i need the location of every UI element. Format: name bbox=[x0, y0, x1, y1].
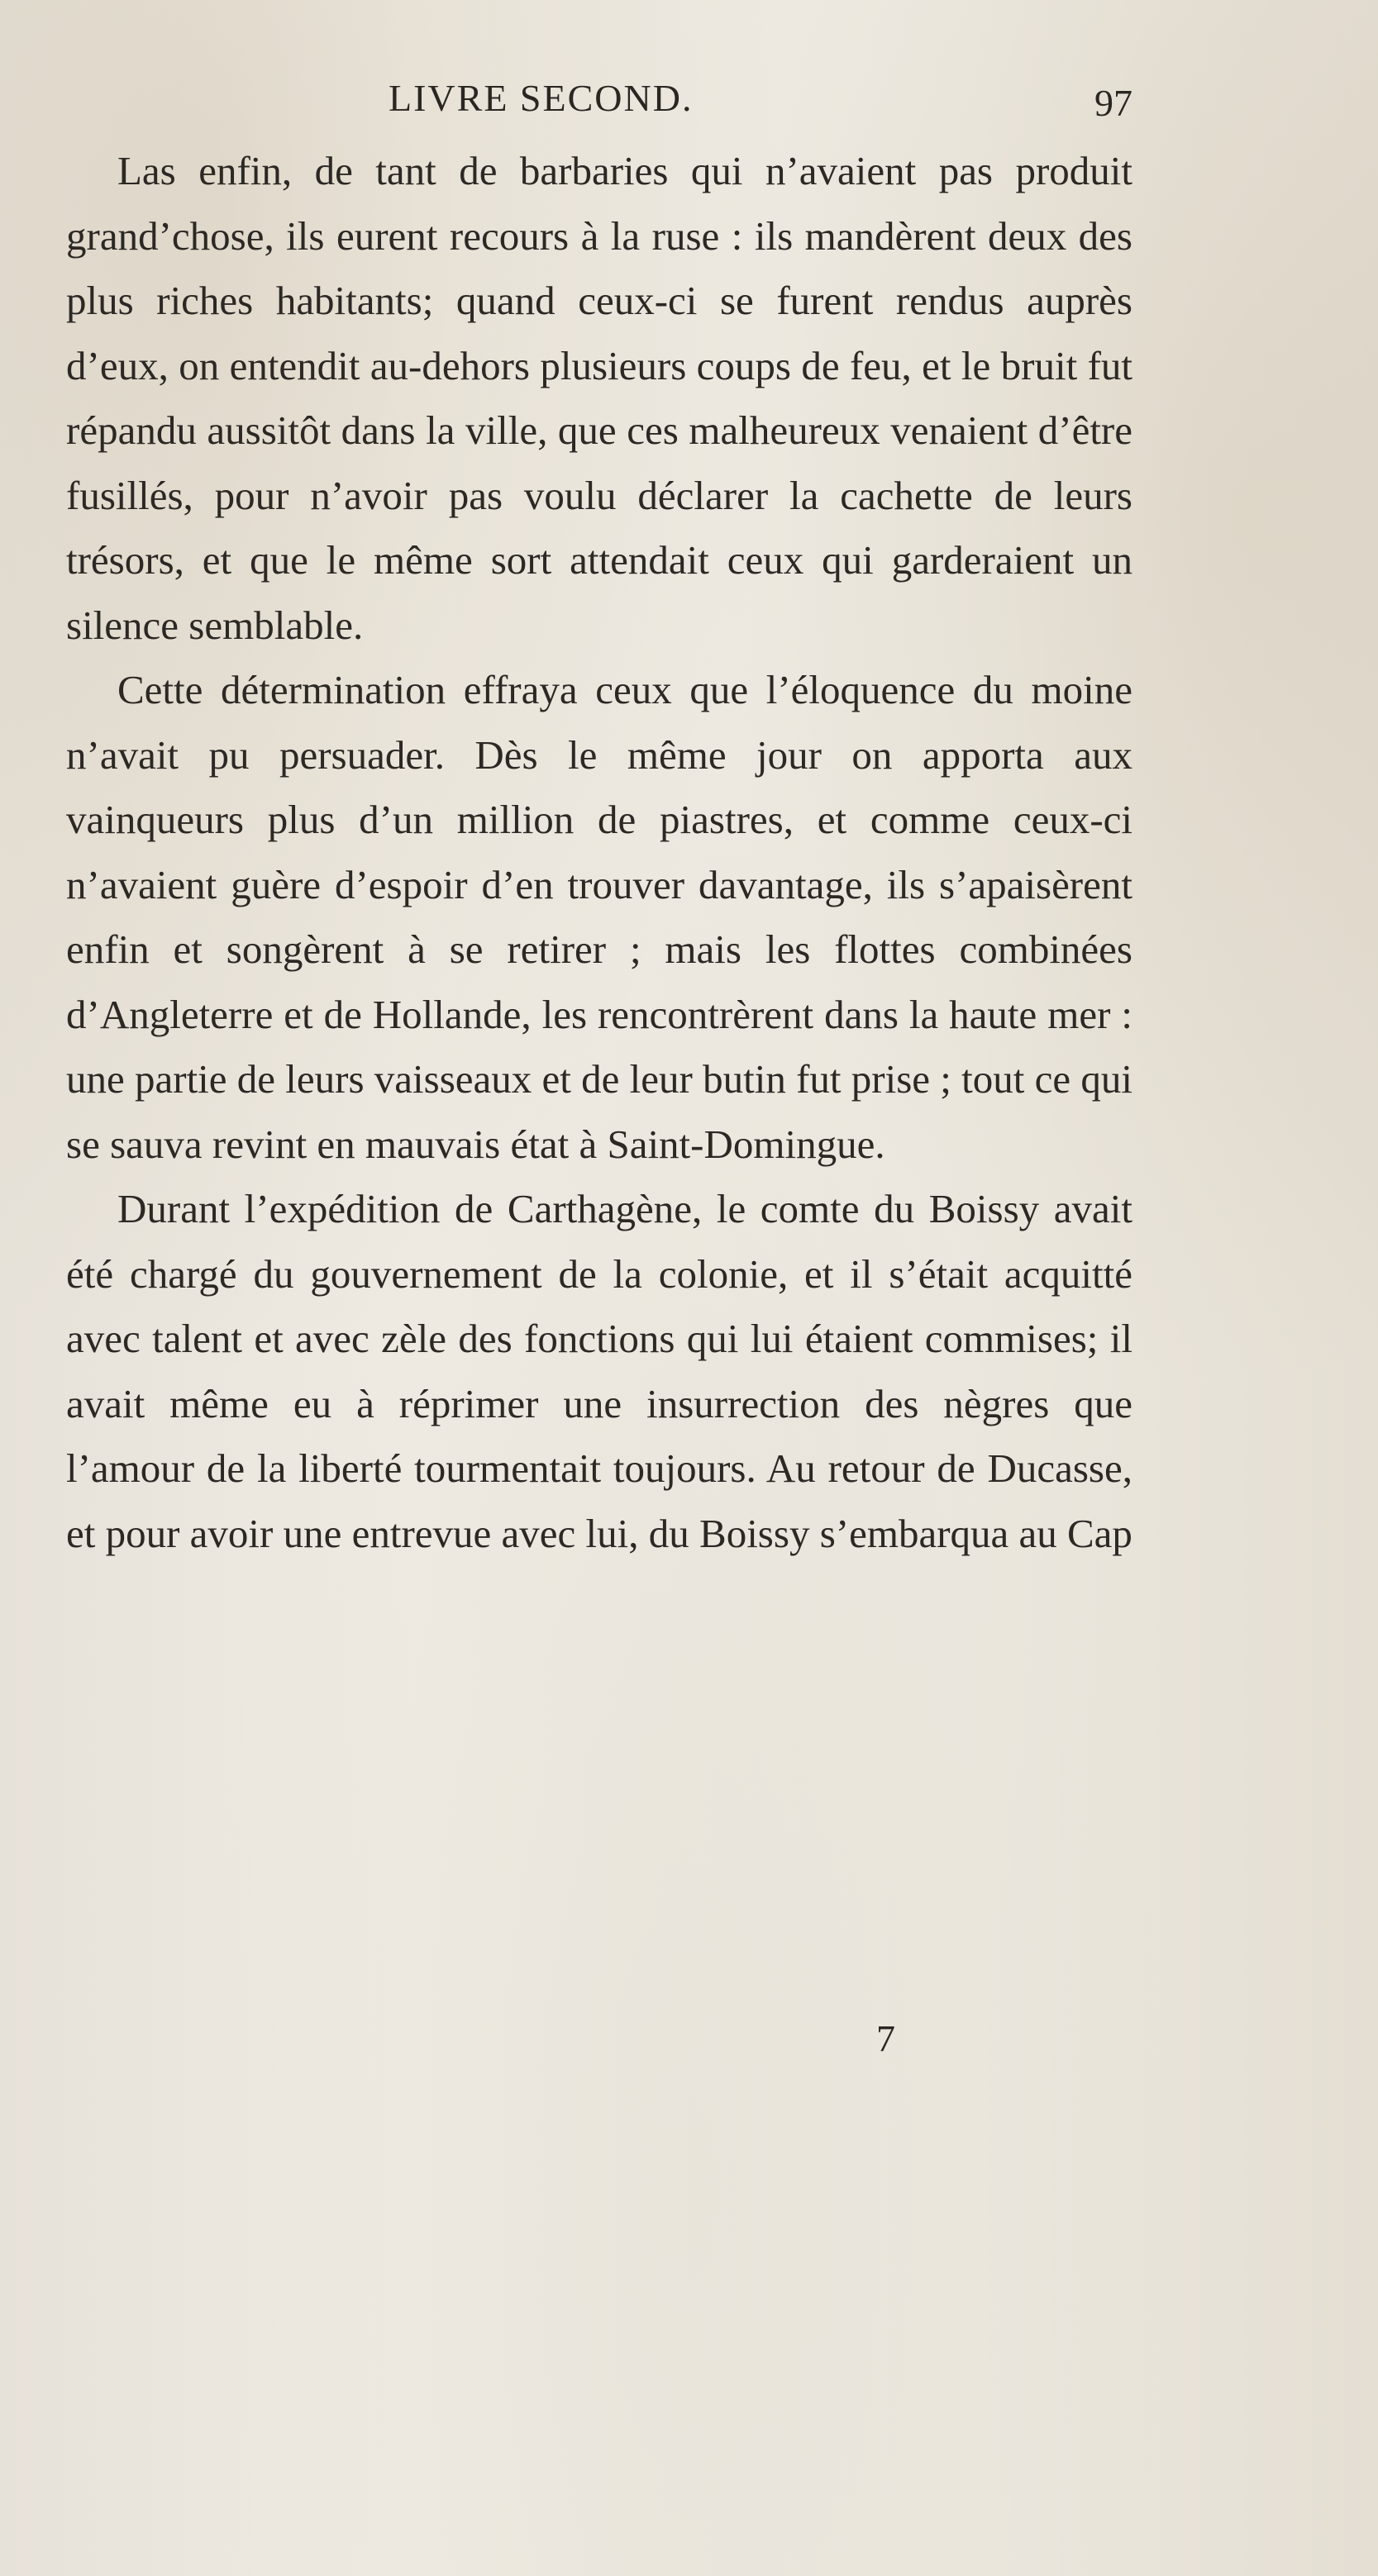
page-number: 97 bbox=[1094, 82, 1132, 124]
paragraph-1: Las enfin, de tant de barbaries qui n’avaient pas produit grand’chose, ils eurent recours à la ruse : ils mandèrent deux des plus riches habitants; quand ceux-ci se furent rendus auprès d’eux, on entendit au-dehors plusieurs coups de feu, et le bruit fut répandu aussitôt dans la ville, que ces malheureux venaient d’être fusillés, pour n’avoir pas voulu déclarer la cachette de leurs trésors, et que le même sort attendait ceux qui garderaient un silence semblable. bbox=[66, 148, 1132, 648]
paragraph-2: Cette détermination effraya ceux que l’éloquence du moine n’avait pu persuader. Dès le même jour on apporta aux vainqueurs plus d’un million de piastres, et comme ceux-ci n’avaient guère d’espoir d’en trouver davantage, ils s’apaisèrent enfin et songèrent à se retirer ; mais les flottes combinées d’Angleterre et de Hollande, les rencontrèrent dans la haute mer : une partie de leurs vaisseaux et de leur butin fut prise ; tout ce qui se sauva revint en mauvais état à Saint-Domingue. bbox=[66, 667, 1132, 1167]
running-head: LIVRE SECOND. bbox=[389, 77, 694, 119]
page-header bbox=[66, 76, 1132, 126]
paragraph-3: Durant l’expédition de Carthagène, le comte du Boissy avait été chargé du gouvernement de la colonie, et il s’était acquitté avec talent et avec zèle des fonctions qui lui étaient commises; il avait même eu à réprimer une insurrection des nègres que l’amour de la liberté tourmentait toujours. Au retour de Ducasse, et pour avoir une entrevue avec lui, du Boissy s’embarqua au Cap bbox=[66, 1186, 1132, 1556]
signature-mark: 7 bbox=[876, 2017, 895, 2059]
body-text bbox=[66, 139, 1132, 1566]
